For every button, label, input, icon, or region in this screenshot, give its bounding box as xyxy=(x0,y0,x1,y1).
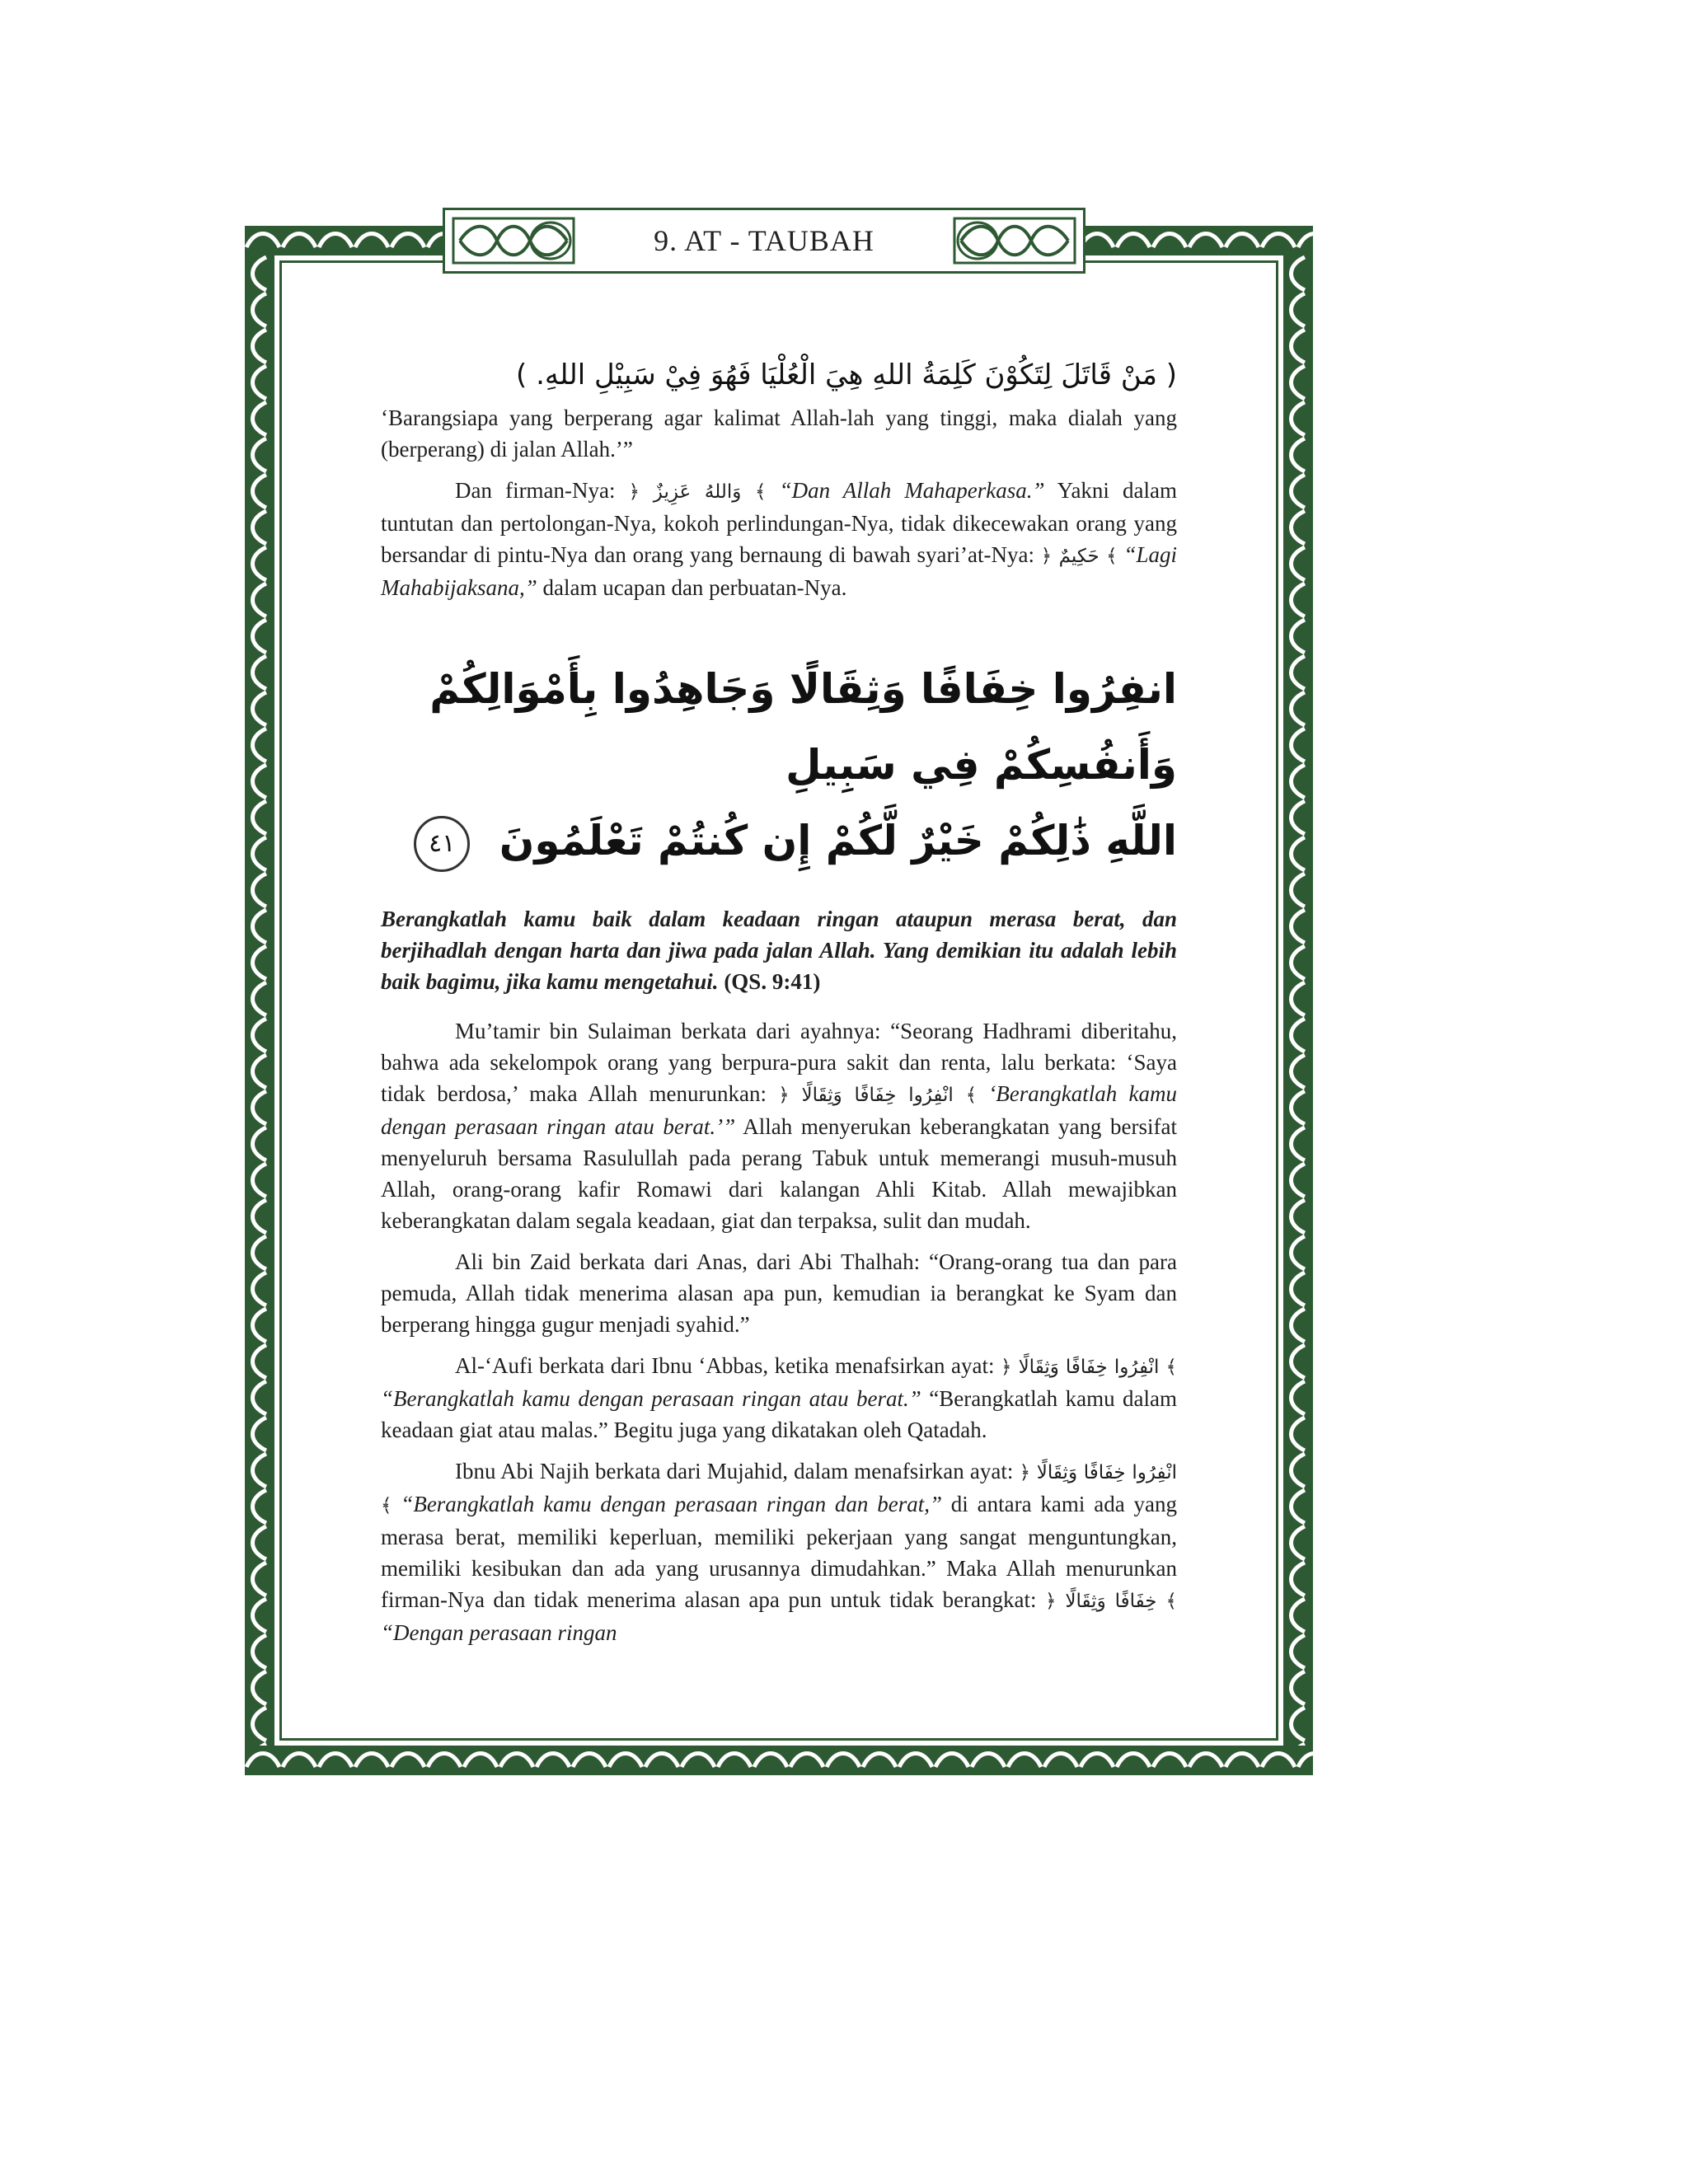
rope-ornament-right xyxy=(1283,255,1313,1746)
arabesque-ornament-icon xyxy=(953,215,1076,266)
inline-arabic: ﴿ انْفِرُوا خِفَافًا وَثِقَالًا ﴾ xyxy=(1001,1357,1177,1378)
verse-reference: (QS. 9:41) xyxy=(718,969,821,994)
commentary-paragraph: Ibnu Abi Najih berkata dari Mujahid, dalam menafsirkan ayat: ﴿ انْفِرُوا خِفَافًا وَثِقَالًا ﴾ “Berangkatlah kamu dengan perasaan ringan dan berat,” di antara kami ada yang merasa berat, memiliki keperluan, memiliki pekerjaan yang sangat menguntungkan, memiliki kesibukan dan ada yang urusannya dimudahkan.” Maka Allah menurunkan firman-Nya dan tidak menerima alasan apa pun untuk tidak berangkat: ﴿ خِفَافًا وَثِقَالًا ﴾ “Dengan perasaan ringan xyxy=(381,1459,1177,1645)
commentary-paragraph: Dan firman-Nya: ﴿ وَاللهُ عَزِيزٌ ﴾ “Dan Allah Mahaperkasa.” Yakni dalam tuntutan dan pertolongan-Nya, kokoh perlindungan-Nya, tidak dikecewakan orang yang bersandar di pintu-Nya dan orang yang bernaung di bawah syari’at-Nya: ﴿ حَكِيمٌ ﴾ “Lagi Mahabijaksana,” dalam ucapan dan perbuatan-Nya. xyxy=(381,478,1177,600)
inline-arabic: ﴿ حَكِيمٌ ﴾ xyxy=(1040,546,1118,567)
surah-title: 9. AT - TAUBAH xyxy=(654,224,874,257)
quran-verse xyxy=(381,651,1177,879)
commentary-paragraph: Ali bin Zaid berkata dari Anas, dari Abi Thalhah: “Orang-orang tua dan para pemuda, Allah tidak menerima alasan apa pun, kemudian ia berangkat ke Syam dan berperang hingga gugur menjadi syahid.” xyxy=(381,1249,1177,1337)
inline-arabic: ﴿ انْفِرُوا خِفَافًا وَثِقَالًا ﴾ xyxy=(381,1462,1177,1516)
verse-line-2: اللَّهِ ذَٰلِكُمْ خَيْرٌ لَّكُمْ إِن كُنتُمْ تَعْلَمُونَ ٤١ xyxy=(381,803,1177,879)
commentary-paragraph: Mu’tamir bin Sulaiman berkata dari ayahnya: “Seorang Hadhrami diberitahu, bahwa ada sekelompok orang yang berpura-pura sakit dan renta, lalu berkata: ‘Saya tidak berdosa,’ maka Allah menurunkan: ﴿ انْفِرُوا خِفَافًا وَثِقَالًا ﴾ ‘Berangkatlah kamu dengan perasaan ringan atau berat.’” Allah menyerukan keberangkatan yang bersifat menyeluruh bersama Rasulullah pada perang Tabuk untuk memerangi musuh-musuh Allah, orang-orang kafir Romawi dari kalangan Ahli Kitab. Allah mewajibkan keberangkatan dalam segala keadaan, giat dan terpaksa, sulit dan mudah. xyxy=(381,1019,1177,1233)
inline-arabic: ﴿ وَاللهُ عَزِيزٌ ﴾ xyxy=(628,481,767,503)
verse-translation: Berangkatlah kamu baik dalam keadaan ringan ataupun merasa berat, dan berjihadlah dengan harta dan jiwa pada jalan Allah. Yang demikian itu adalah lebih baik bagimu, jika kamu mengetahui. (QS. 9:41) xyxy=(381,907,1177,994)
inline-arabic: ﴿ خِفَافًا وَثِقَالًا ﴾ xyxy=(1044,1591,1177,1612)
surah-title-banner xyxy=(443,208,1085,274)
rope-ornament-left xyxy=(245,255,274,1746)
arabesque-ornament-icon xyxy=(452,215,575,266)
hadith-arabic: ( مَنْ قَاتَلَ لِتَكُوْنَ كَلِمَةُ اللهِ هِيَ الْعُلْيَا فَهُوَ فِيْ سَبِيْلِ اللهِ. ) xyxy=(516,359,1177,391)
page-content xyxy=(381,354,1177,1658)
commentary-paragraph: Al-‘Aufi berkata dari Ibnu ‘Abbas, ketika menafsirkan ayat: ﴿ انْفِرُوا خِفَافًا وَثِقَالًا ﴾ “Berangkatlah kamu dengan perasaan ringan atau berat.” “Berangkatlah kamu dalam keadaan giat atau malas.” Begitu juga yang dikatakan oleh Qatadah. xyxy=(381,1353,1177,1442)
hadith-translation: ‘Barangsiapa yang berperang agar kalimat Allah-lah yang tinggi, maka dialah yang (berperang) di jalan Allah.’” xyxy=(381,405,1177,462)
inline-arabic: ﴿ انْفِرُوا خِفَافًا وَثِقَالًا ﴾ xyxy=(778,1085,978,1106)
rope-ornament-bottom xyxy=(245,1746,1313,1775)
verse-line-1: انفِرُوا خِفَافًا وَثِقَالًا وَجَاهِدُوا بِأَمْوَالِكُمْ وَأَنفُسِكُمْ فِي سَبِيلِ xyxy=(429,665,1177,789)
verse-number-medallion: ٤١ xyxy=(414,816,470,872)
